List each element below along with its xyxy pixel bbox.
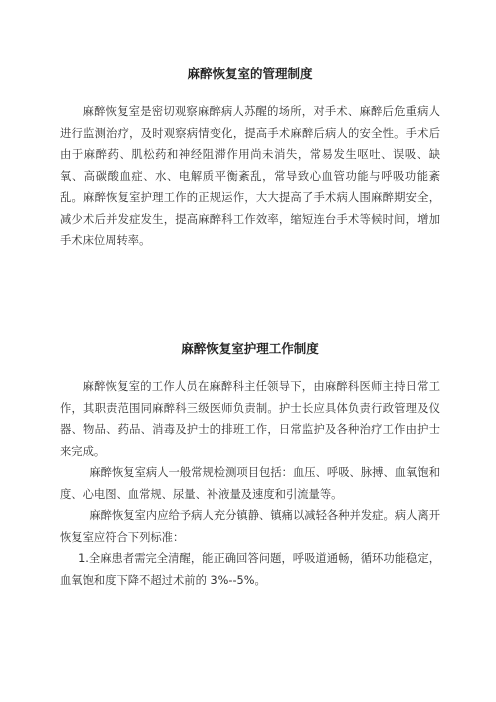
body-paragraph: 麻醉恢复室是密切观察麻醉病人苏醒的场所，对手术、麻醉后危重病人进行监测治疗，及时观察病情变化，提高手术麻醉后病人的安全性。手术后由于麻醉药、肌松药和神经阻滞作用尚未消失，常易发生呕吐、误吸、缺氧、高碳酸血症、水、电解质平衡紊乱，常导致心血管功能与呼吸功能紊乱。麻醉恢复室护理工作的正规运作，大大提高了手术病人围麻醉期安全，减少术后并发症发生，提高麻醉科工作效率，缩短连台手术等候时间，增加手术床位周转率。 [60, 105, 440, 247]
body-paragraph: 麻醉恢复室的工作人员在麻醉科主任领导下，由麻醉科医师主持日常工作，其职责范围同麻醉科三级医师负责制。护士长应具体负责行政管理及仪器、物品、药品、消毒及护士的排班工作，日常监护及各种治疗工作由护士来完成。 [60, 380, 440, 458]
body-paragraph: 麻醉恢复室病人一般常规检测项目包括：血压、呼吸、脉搏、血氧饱和度、心电图、血常规、尿量、补液量及速度和引流量等。 [60, 466, 440, 501]
section-title: 麻醉恢复室的管理制度 [187, 66, 313, 81]
body-paragraph: 麻醉恢复室内应给予病人充分镇静、镇痛以减轻各种并发症。病人离开恢复室应符合下列标准： [60, 509, 440, 544]
section-recovery-room-management [60, 66, 440, 252]
section-recovery-room-nursing-rules [60, 341, 440, 591]
list-item: 1.全麻患者需完全清醒，能正确回答问题，呼吸道通畅，循环功能稳定，血氧饱和度下降不超过术前的 3%--5%。 [60, 552, 440, 587]
section-title: 麻醉恢复室护理工作制度 [181, 341, 319, 356]
